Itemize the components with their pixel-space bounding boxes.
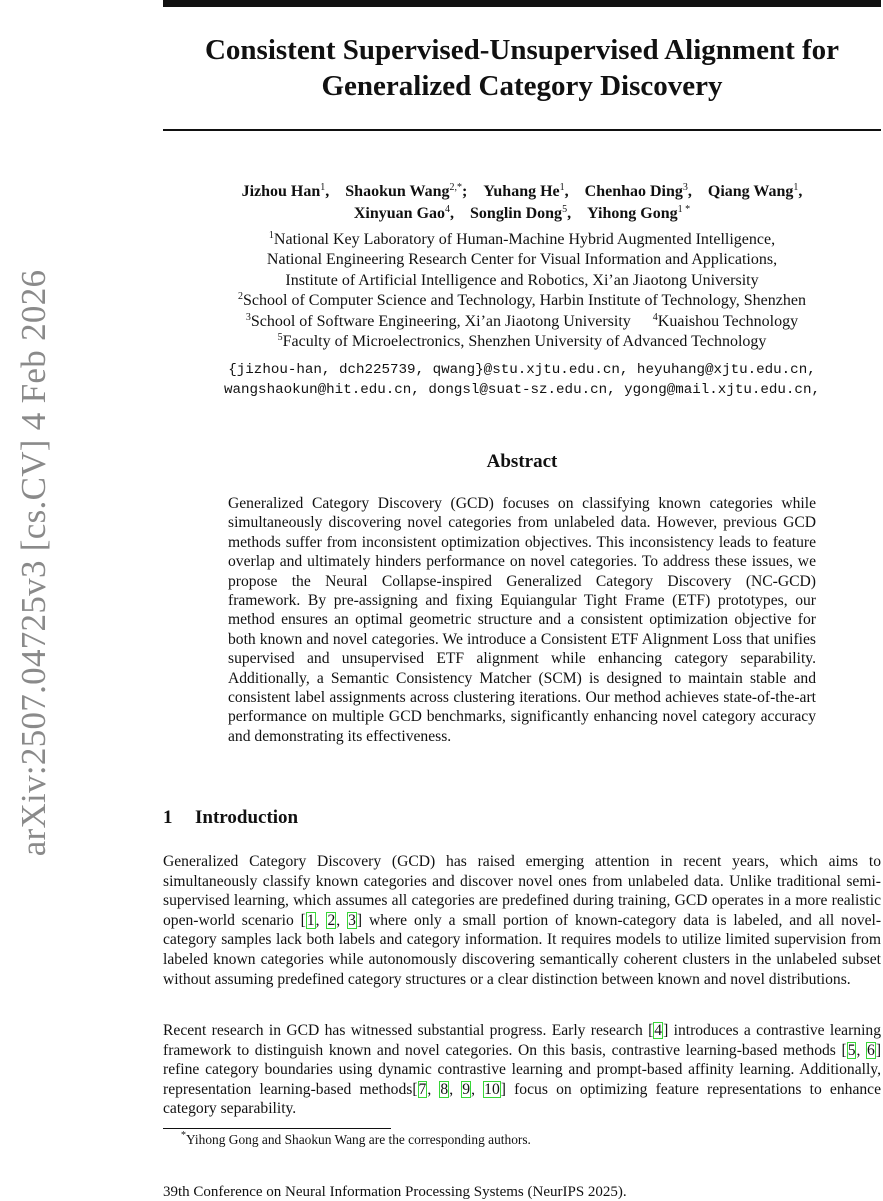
citation-link[interactable]: 10 bbox=[484, 1080, 500, 1098]
arxiv-identifier-stamp: arXiv:2507.04725v3 [cs.CV] 4 Feb 2026 bbox=[14, 269, 53, 857]
title-line-2: Generalized Category Discovery bbox=[321, 70, 723, 102]
author-mark: 3 bbox=[682, 182, 688, 193]
footnote-rule bbox=[163, 1128, 391, 1129]
author-name: Yuhang He bbox=[483, 183, 560, 200]
author-name: Xinyuan Gao bbox=[353, 205, 446, 222]
affiliation-4: Kuaishou Technology bbox=[657, 312, 799, 330]
affiliation-mark: 1 bbox=[268, 230, 274, 241]
affiliations bbox=[163, 230, 881, 352]
paragraph-text: ] where only a small portion of known-category data is labeled, and all novel-category samples lack both labels and category information. It requires models to utilize limited supervision from labeled known categories while autonomously discovering semantically coherent clusters in the unlabeled subset without assuming predefined category structures or a clear distinction between known and novel distributions. bbox=[163, 911, 882, 988]
citation-link[interactable]: 1 bbox=[306, 911, 315, 929]
affiliation-mark: 5 bbox=[277, 332, 283, 344]
author-name: Songlin Dong bbox=[470, 205, 563, 222]
author: Chenhao Ding$^3$, bbox=[584, 182, 692, 200]
citation-link[interactable]: 7 bbox=[418, 1080, 427, 1098]
title-line-1: Consistent Supervised-Unsupervised Alignment for bbox=[204, 34, 840, 66]
email-line-2: wangshaokun@hit.edu.cn, dongsl@suat-sz.edu.cn, ygong@mail.xjtu.edu.cn, bbox=[224, 382, 820, 398]
author-mark: 1 bbox=[793, 182, 799, 193]
author bbox=[587, 205, 690, 222]
introduction-paragraph-2: Recent research in GCD has witnessed substantial progress. Early research [4] introduces a contrastive learning framework to distinguish known and novel categories. On this basis, contrastive learning-based methods [5, 6] refine category boundaries using dynamic contrastive learning and prompt-based affinity learning. Additionally, representation learning-based methods[7, 8, 9, 10] focus on optimizing feature representations to enhance category separability. bbox=[163, 1022, 882, 1118]
author-list bbox=[163, 181, 881, 225]
author: Yuhang He$^1$, bbox=[483, 182, 569, 200]
footnote bbox=[163, 1131, 881, 1149]
author-mark: 5 bbox=[562, 204, 568, 215]
email-line-1: {jizhou-han, dch225739, qwang}@stu.xjtu.edu.cn, heyuhang@xjtu.edu.cn, bbox=[228, 362, 816, 378]
abstract-text: Generalized Category Discovery (GCD) focuses on classifying known categories while simultaneously discovering novel categories from unlabeled data. However, previous GCD methods suffer from inconsistent optimization objectives. This inconsistency leads to feature overlap and ultimately hinders performance on novel categories. To address these issues, we propose the Neural Collapse-inspired Generalized Category Discovery (NC-GCD) framework. By pre-assigning and fixing Equiangular Tight Frame (ETF) prototypes, our method ensures an optimal geometric structure and a consistent optimization objective for both known and novel categories. We introduce a Consistent ETF Alignment Loss that unifies supervised and unsupervised ETF alignment while enhancing category separability. Additionally, a Semantic Consistency Matcher (SCM) is designed to maintain stable and consistent label assignments across clustering iterations. Our method achieves state-of-the-art performance on multiple GCD benchmarks, significantly enhancing novel category accuracy and demonstrating its effectiveness. bbox=[228, 495, 816, 745]
paragraph-text: Generalized Category Discovery (GCD) has raised emerging attention in recent years, which aims to simultaneously classify known categories and discover novel ones from unlabeled data. Unlike traditional semi-supervised learning, which assumes all categories are predefined during training, GCD operates in a more realistic open-world scenario [ bbox=[163, 853, 881, 929]
author-name: Jizhou Han bbox=[241, 183, 321, 200]
author-name: Qiang Wang bbox=[707, 183, 794, 200]
author-mark: 4 bbox=[445, 204, 451, 215]
affiliation-1-line-2: National Engineering Research Center for Visual Information and Applications, bbox=[266, 251, 778, 269]
citation-link[interactable]: 6 bbox=[867, 1041, 875, 1059]
citation-link[interactable]: 4 bbox=[654, 1022, 663, 1039]
citation-link[interactable]: 8 bbox=[440, 1080, 449, 1098]
author: Qiang Wang$^1$, bbox=[707, 182, 803, 200]
abstract-heading: Abstract bbox=[486, 451, 558, 472]
paragraph-text: Recent research in GCD has witnessed substantial progress. Early research [ bbox=[163, 1022, 654, 1039]
author-name: Yihong Gong bbox=[587, 205, 678, 222]
affiliation-5: Faculty of Microelectronics, Shenzhen University of Advanced Technology bbox=[282, 333, 767, 351]
author-mark: 1 bbox=[320, 182, 326, 193]
introduction-paragraph-1: Generalized Category Discovery (GCD) has raised emerging attention in recent years, which aims to simultaneously classify known categories and discover novel ones from unlabeled data. Unlike traditional semi-supervised learning, which assumes all categories are predefined during training, GCD operates in a more realistic open-world scenario [1, 2, 3] where only a small portion of known-category data is labeled, and all novel-category samples lack both labels and category information. It requires models to utilize limited supervision from labeled known categories while autonomously discovering semantically coherent clusters in the unlabeled subset without assuming predefined category structures or a clear distinction between known and novel distributions. bbox=[163, 853, 882, 988]
affiliation-mark: 2 bbox=[238, 291, 244, 303]
citation-link[interactable]: 9 bbox=[462, 1080, 471, 1098]
author-name: Chenhao Ding bbox=[584, 183, 683, 200]
paragraph-text: ] introduces a contrastive learning framework to distinguish known and novel categories. On this basis, contrastive learning-based methods [ bbox=[163, 1022, 882, 1059]
author-mark: 1 bbox=[559, 182, 565, 193]
author: Songlin Dong$^5$, bbox=[470, 204, 572, 222]
author-emails bbox=[163, 360, 881, 400]
paragraph-text: ] refine category boundaries using dynamic contrastive learning and prompt-based affinity learning. Additionally, representation learning-based methods[ bbox=[163, 1041, 882, 1098]
affiliation-1-line-3: Institute of Artificial Intelligence and Robotics, Xi’an Jiaotong University bbox=[285, 271, 759, 289]
affiliation-2: School of Computer Science and Technology, Harbin Institute of Technology, Shenzhen bbox=[243, 292, 806, 310]
section-title: Introduction bbox=[195, 807, 299, 828]
author: Jizhou Han$^1$, bbox=[241, 182, 330, 200]
citation-link[interactable]: 2 bbox=[327, 911, 336, 929]
author-name: Shaokun Wang bbox=[345, 183, 450, 200]
paragraph-text: ] focus on optimizing feature representations to enhance category separability. bbox=[163, 1080, 881, 1118]
affiliation-mark: 4 bbox=[652, 311, 658, 323]
venue-footer: 39th Conference on Neural Information Processing Systems (NeurIPS 2025). bbox=[163, 1184, 627, 1200]
author: Xinyuan Gao$^4$, bbox=[353, 204, 455, 222]
author-mark: 2,* bbox=[449, 182, 462, 193]
section-heading-introduction bbox=[163, 806, 298, 830]
paper-title bbox=[163, 32, 881, 104]
section-number: 1 bbox=[163, 807, 173, 828]
affiliation-1-line-1: National Key Laboratory of Human-Machine Hybrid Augmented Intelligence, bbox=[273, 231, 776, 248]
affiliation-3: School of Software Engineering, Xi’an Jiaotong University bbox=[250, 312, 631, 330]
citation-link[interactable]: 3 bbox=[348, 911, 356, 929]
affiliation-mark: 3 bbox=[245, 311, 251, 323]
footnote-text: Yihong Gong and Shaokun Wang are the corresponding authors. bbox=[186, 1132, 531, 1147]
author: Shaokun Wang$^{2,*}$; bbox=[345, 182, 468, 200]
author-mark: 1 * bbox=[677, 204, 691, 215]
footnote-mark: * bbox=[181, 1130, 186, 1141]
top-rule bbox=[163, 0, 881, 7]
citation-link[interactable]: 5 bbox=[847, 1041, 856, 1059]
title-rule bbox=[163, 129, 881, 131]
